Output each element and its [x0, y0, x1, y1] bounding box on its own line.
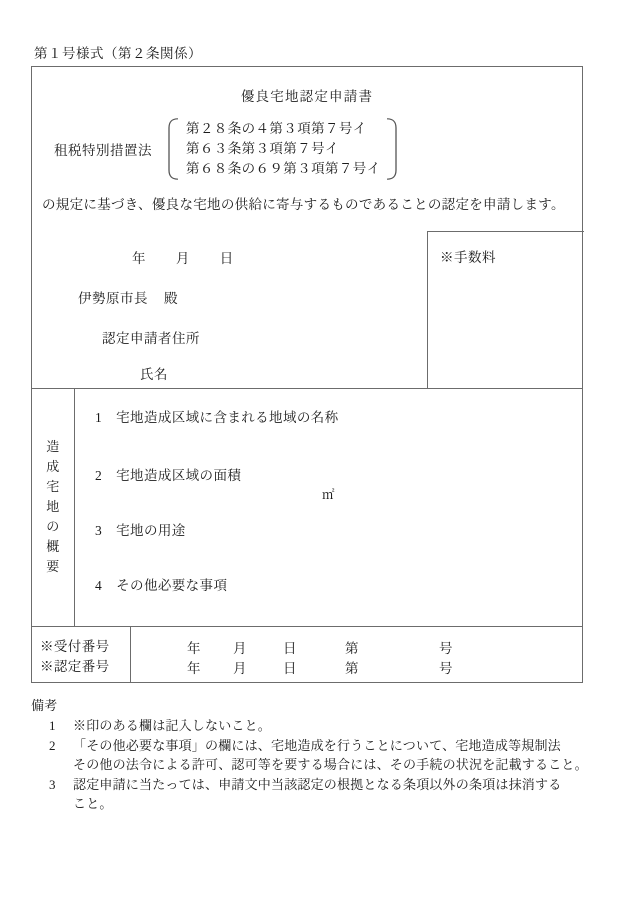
land-outline-items: [75, 389, 582, 626]
outline-item-text: 宅地の用途: [116, 523, 186, 538]
official-numbers-label-cell: [32, 627, 131, 682]
law-name: 租税特別措置法: [54, 143, 152, 158]
field-go-label: 号: [439, 641, 453, 656]
law-clause: 第６３条第３項第７号イ: [186, 141, 339, 156]
vertical-char: 要: [46, 559, 60, 574]
fee-box: [427, 231, 584, 389]
land-outline-vertical-label: [32, 437, 74, 577]
field-day-label: 日: [283, 641, 297, 656]
remark-text: [73, 775, 601, 814]
official-numbers-fields: [131, 627, 582, 682]
vertical-char: 造: [46, 439, 60, 454]
brace-left-icon: [166, 117, 180, 181]
field-month-label: 月: [233, 661, 247, 676]
certification-number-label: ※認定番号: [40, 659, 110, 674]
field-dai-label: 第: [345, 661, 359, 676]
remark-number: 3: [49, 776, 56, 792]
outline-item-text: 宅地造成区域に含まれる地域の名称: [116, 410, 339, 425]
vertical-char: 概: [46, 539, 60, 554]
law-citation-row: [54, 117, 401, 181]
remark-text: [73, 716, 601, 736]
receipt-number-label: ※受付番号: [40, 639, 110, 654]
remark-item: [49, 775, 601, 814]
outline-item-3: [95, 519, 186, 539]
fee-label: ※手数料: [440, 250, 496, 265]
application-date-line: [132, 247, 234, 267]
remark-number: 2: [49, 737, 56, 753]
law-clauses-brace-group: [164, 117, 401, 181]
remark-line-2: その他の法令による許可、認可等を要する場合には、その手続の状況を記載すること。: [73, 757, 588, 772]
vertical-char: 成: [46, 459, 60, 474]
date-day-label: 日: [219, 251, 234, 266]
outline-item-text: その他必要な事項: [116, 578, 228, 593]
application-form-table: [31, 66, 583, 683]
date-year-label: 年: [132, 251, 146, 266]
outline-item-number: 2: [95, 468, 103, 483]
remark-line-1: ※印のある欄は記入しないこと。: [73, 718, 272, 733]
applicant-address-label: 認定申請者住所: [102, 331, 200, 346]
field-year-label: 年: [187, 661, 201, 676]
brace-right-icon: [385, 117, 399, 181]
outline-item-4: [95, 574, 227, 594]
law-clause: 第２８条の４第３項第７号イ: [186, 121, 367, 136]
outline-item-number: 3: [95, 523, 103, 538]
outline-item-number: 4: [95, 578, 103, 593]
area-unit-label: ㎡: [322, 488, 335, 502]
outline-item-2: [95, 464, 241, 484]
date-month-label: 月: [175, 251, 190, 266]
land-outline-label-cell: [32, 389, 75, 626]
outline-item-text: 宅地造成区域の面積: [116, 468, 242, 483]
vertical-char: の: [46, 519, 60, 534]
remark-text: [73, 736, 601, 775]
remark-item: [49, 716, 601, 736]
section-application-header: [32, 67, 582, 389]
addressee-honorific: 殿: [164, 291, 178, 306]
law-clause: 第６８条の６９第３項第７号イ: [186, 161, 381, 176]
form-code-header: 第１号様式（第２条関係）: [34, 46, 202, 61]
addressee-name: 伊勢原市長: [78, 291, 148, 306]
remark-item: [49, 736, 601, 775]
field-dai-label: 第: [345, 641, 359, 656]
official-numbers-labels: [40, 637, 110, 677]
field-month-label: 月: [233, 641, 247, 656]
application-statement: の規定に基づき、優良な宅地の供給に寄与するものであることの認定を申請します。: [42, 197, 565, 212]
applicant-name-label: 氏名: [140, 367, 168, 382]
field-day-label: 日: [283, 661, 297, 676]
section-land-outline: [32, 389, 582, 627]
outline-item-number: 1: [95, 410, 103, 425]
certification-number-field-row: [187, 657, 453, 677]
field-go-label: 号: [439, 661, 453, 676]
addressee-line: [78, 287, 178, 307]
remarks-title: 備考: [31, 698, 58, 713]
remark-line-2: こと。: [73, 796, 113, 811]
remark-line-1: 認定申請に当たっては、申請文中当該認定の根拠となる条項以外の条項は抹消する: [73, 776, 562, 792]
remarks-section: [31, 695, 601, 814]
vertical-char: 宅: [46, 479, 60, 494]
law-clauses-list: [186, 119, 381, 179]
outline-item-1: [95, 406, 339, 426]
remark-number: 1: [49, 718, 56, 733]
receipt-number-field-row: [187, 637, 453, 657]
field-year-label: 年: [187, 641, 201, 656]
remark-line-1: 「その他必要な事項」の欄には、宅地造成を行うことについて、宅地造成等規制法: [73, 737, 561, 753]
vertical-char: 地: [46, 499, 60, 514]
section-official-numbers: [32, 627, 582, 682]
page-title: 優良宅地認定申請書: [240, 89, 374, 104]
